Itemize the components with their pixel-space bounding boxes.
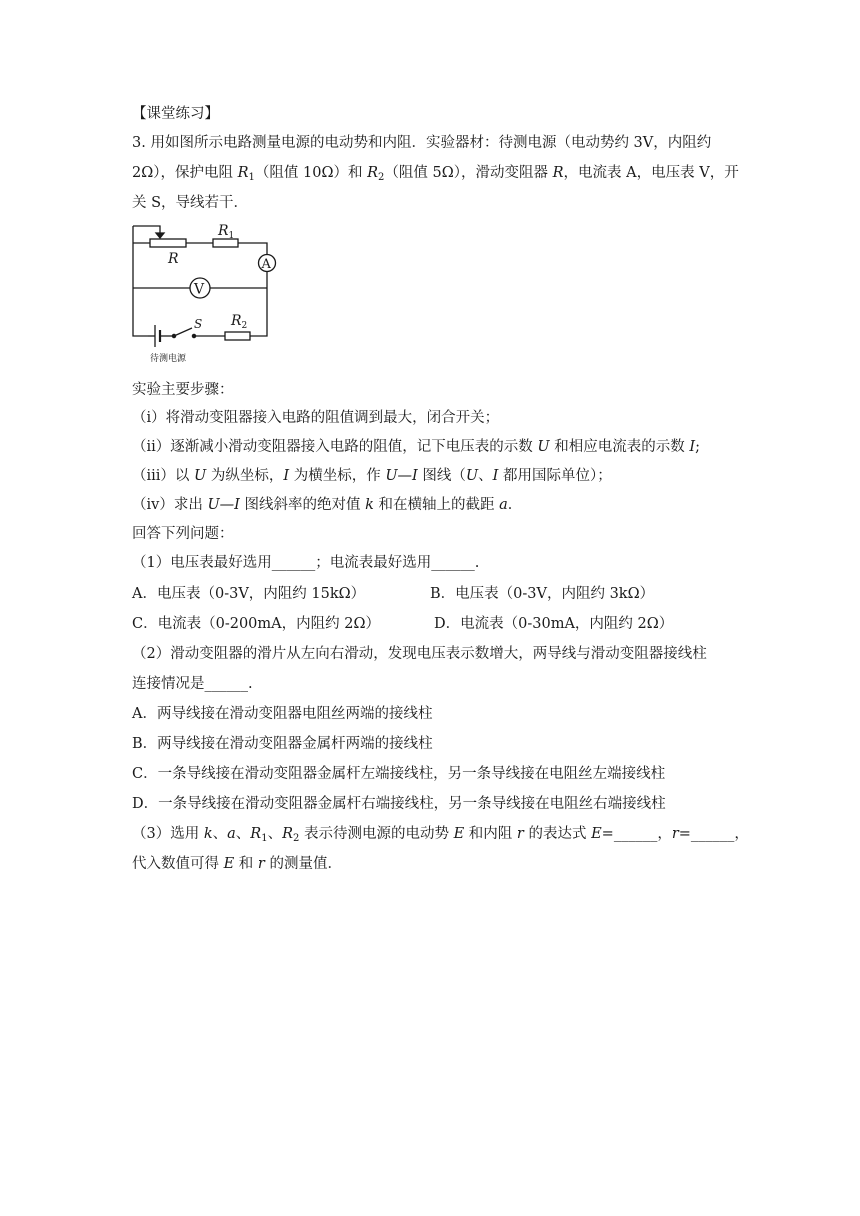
var-r: R [250, 826, 262, 842]
var-a: a [227, 826, 236, 842]
text: （阻值 5Ω），滑动变阻器 [384, 165, 553, 181]
var-k: k [203, 826, 213, 842]
text: 和在横轴上的截距 [373, 497, 500, 513]
text: （ⅲ）以 [132, 468, 195, 484]
text: 的表达式 [523, 826, 592, 842]
text: =______， [678, 826, 749, 842]
text: （ⅱ）逐渐减小滑动变阻器接入电路的阻值，记下电压表的示数 [132, 439, 538, 455]
text: 、 [478, 468, 493, 484]
step-4 [132, 495, 522, 515]
text: 和 [234, 856, 258, 872]
part-3-line-1 [132, 824, 749, 844]
part-1-option-b: B．电压表（0-3V，内阻约 3kΩ） [430, 586, 655, 602]
part-3-line-2 [132, 854, 342, 874]
label-s: S [194, 317, 203, 331]
part-2-line-2: 连接情况是______. [132, 676, 253, 692]
circuit-diagram [120, 218, 290, 368]
question-3-line-3: 关 S，导线若干． [132, 195, 249, 211]
text: 图线（ [417, 468, 466, 484]
var-u: U [465, 468, 479, 484]
question-3-line-1: 3. 用如图所示电路测量电源的电动势和内阻．实验器材：待测电源（电动势约 3V，内阻约 [132, 135, 712, 151]
switch-blade [174, 328, 192, 336]
var-e: E [591, 826, 602, 842]
var-r: R [237, 165, 249, 181]
text: 代入数值可得 [132, 856, 224, 872]
var-r-small: r [257, 856, 265, 872]
section-heading: 【课堂练习】 [132, 106, 219, 122]
part-2-option-b: B．两导线接在滑动变阻器金属杆两端的接线柱 [132, 736, 433, 752]
text: ，电流表 A，电压表 V，开 [563, 165, 739, 181]
text: 、 [235, 826, 251, 842]
label-v: V [194, 281, 205, 298]
part-2-line-1: （2）滑动变阻器的滑片从左向右滑动，发现电压表示数增大，两导线与滑动变阻器接线柱 [132, 646, 707, 662]
label-r1: $R_1$ [218, 223, 235, 241]
var-e: E [223, 856, 235, 872]
var-u: U [194, 468, 207, 484]
part-2-option-a: A．两导线接在滑动变阻器电阻丝两端的接线柱 [132, 706, 433, 722]
wire [238, 243, 267, 255]
text: 和相应电流表的示数 [549, 439, 690, 455]
slider-arrow [156, 233, 164, 238]
var-ui: U—I [207, 497, 240, 513]
var-r-small: r [671, 826, 679, 842]
steps-title: 实验主要步骤： [132, 382, 234, 398]
label-r2: $R_2$ [231, 313, 248, 331]
var-k: k [365, 497, 374, 513]
var-r: R [367, 165, 379, 181]
step-3 [132, 466, 612, 486]
text: 图线斜率的绝对值 [239, 497, 366, 513]
var-r-small: r [516, 826, 524, 842]
var-r: R [282, 826, 294, 842]
text: 为横坐标，作 [289, 468, 386, 484]
var-r: R [552, 165, 564, 181]
question-3-line-2 [132, 163, 739, 183]
var-u: U [537, 439, 550, 455]
part-1-option-a: A．电压表（0-3V，内阻约 15kΩ） [132, 586, 366, 602]
text: （3）选用 [132, 826, 204, 842]
label-source: 待测电源 [150, 354, 187, 364]
text: 都用国际单位）； [498, 468, 612, 484]
var-ui: U—I [385, 468, 418, 484]
var-i: I [283, 468, 290, 484]
var-e: E [453, 826, 465, 842]
sub-1: 1 [248, 172, 255, 183]
text: 、 [212, 826, 228, 842]
sub-2: 2 [378, 172, 385, 183]
var-a: a [499, 497, 508, 513]
sub-1: 1 [261, 833, 268, 844]
text: =______， [601, 826, 672, 842]
text: 的测量值． [264, 856, 342, 872]
text: （阻值 10Ω）和 [254, 165, 368, 181]
label-r: R [168, 251, 179, 267]
text: 为纵坐标， [206, 468, 284, 484]
label-a: A [261, 257, 271, 272]
answer-title: 回答下列问题： [132, 526, 234, 542]
text: ． [507, 497, 523, 513]
part-2-option-d: D．一条导线接在滑动变阻器金属杆右端接线柱，另一条导线接在电阻丝右端接线柱 [132, 796, 666, 812]
var-i: I [689, 439, 696, 455]
text: 2Ω），保护电阻 [132, 165, 238, 181]
step-2 [132, 437, 700, 457]
part-2-option-c: C．一条导线接在滑动变阻器金属杆左端接线柱，另一条导线接在电阻丝左端接线柱 [132, 766, 666, 782]
part-1-option-c: C．电流表（0-200mA，内阻约 2Ω） [132, 616, 380, 632]
resistor-r2 [225, 332, 250, 340]
text: 和内阻 [464, 826, 517, 842]
part-1-option-d: D．电流表（0-30mA，内阻约 2Ω） [434, 616, 674, 632]
text: （ⅳ）求出 [132, 497, 208, 513]
text: ; [695, 439, 700, 455]
text: 、 [267, 826, 283, 842]
part-1-stem: （1）电压表最好选用______；电流表最好选用______. [132, 555, 480, 571]
sub-2: 2 [293, 833, 300, 844]
var-i: I [492, 468, 499, 484]
rheostat-r [150, 239, 186, 247]
text: 表示待测电源的电动势 [299, 826, 454, 842]
step-1: （ⅰ）将滑动变阻器接入电路的阻值调到最大，闭合开关； [132, 410, 500, 426]
